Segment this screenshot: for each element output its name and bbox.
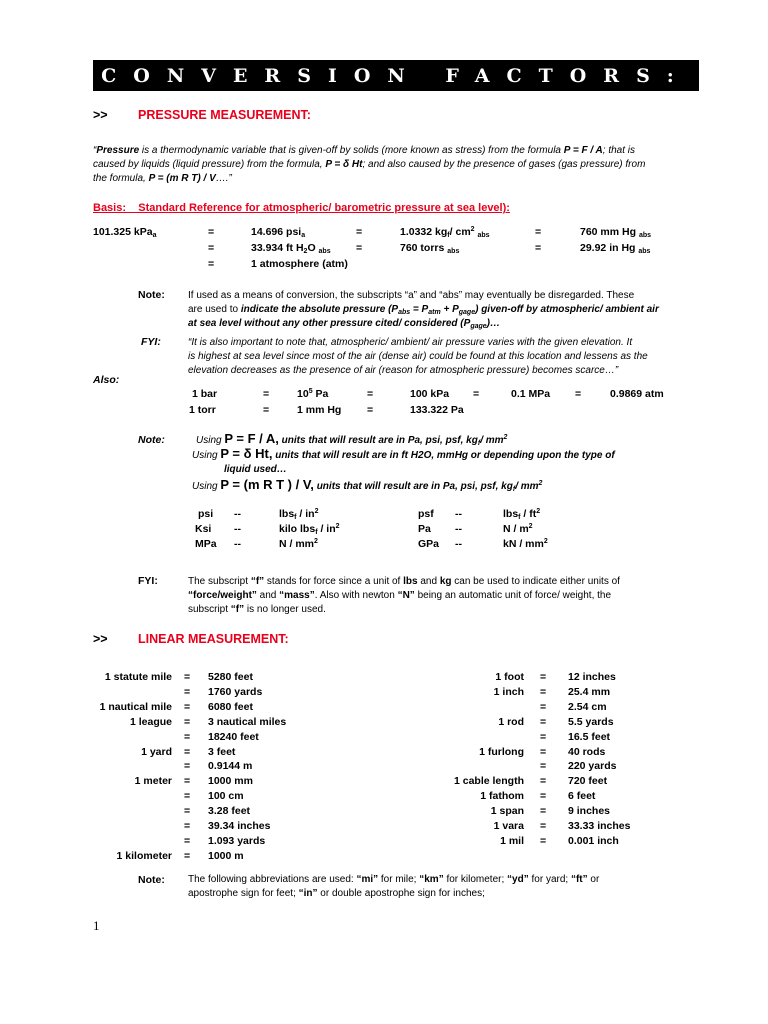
right-quantity: 1 fathom <box>480 790 524 803</box>
fyi1-line-1: “It is also important to note that, atmospheric/ ambient/ air pressure varies with the given elevation. It <box>188 337 633 348</box>
note-label: Note: <box>138 874 165 886</box>
unit-mpa: MPa <box>195 538 217 550</box>
left-equivalent: 39.34 inches <box>208 820 271 832</box>
right-equivalent: 16.5 feet <box>568 730 611 743</box>
unit-n-mm2: N / $mm^2$ <box>279 538 318 550</box>
equals-sign: = <box>473 388 480 400</box>
equals-sign: = <box>540 790 547 803</box>
unit-dash: -- <box>455 508 462 520</box>
unit-dash: -- <box>455 538 462 550</box>
basis-heading: Basis: Standard Reference for atmospheric/ barometric pressure at sea level): <box>93 202 510 214</box>
unit-lbf-ft2: $lbs_f / ft^2$ <box>503 508 541 521</box>
pressure-intro-line-1: “Pressure is a thermodynamic variable that is given-off by solids (more known as stress) from the formula P = F / A; that is <box>93 145 636 156</box>
fyi-label: FYI: <box>141 336 161 348</box>
atm-value: 1 atmosphere (atm) <box>251 258 348 270</box>
atm-0-9869-value: 0.9869 atm <box>610 388 664 400</box>
equals-sign: = <box>540 685 547 698</box>
section-marker: >> <box>93 108 108 122</box>
left-equivalent: 100 cm <box>208 790 244 803</box>
page-number: 1 <box>93 918 100 933</box>
equals-sign: = <box>535 242 542 254</box>
section-marker: >> <box>93 632 108 646</box>
left-equivalent: 3 feet <box>208 745 236 758</box>
equals-sign: = <box>540 760 547 773</box>
left-quantity: 1 meter <box>134 775 172 788</box>
equals-sign: = <box>367 404 374 416</box>
left-equivalent: 3.28 feet <box>208 805 251 818</box>
note2-formula-2: Using P = δ Ht, units that will result are in ft H2O, mmHg or depending upon the type of <box>192 446 615 461</box>
left-equivalent: 6080 feet <box>208 700 253 713</box>
linear-note-line-1: The following abbreviations are used: “mi” for mile; “km” for kilometer; “yd” for yard; “ft” or <box>188 874 600 885</box>
equals-sign: = <box>367 388 374 400</box>
equals-sign: = <box>184 820 191 832</box>
note2-formula-3: Using P = (m R T ) / V, units that will result are in Pa, psi, psf, $kg_f/$ $mm^2$ <box>192 477 543 493</box>
fyi2-line-3: subscript “f” is no longer used. <box>188 604 326 615</box>
left-equivalent: 1760 yards <box>208 685 263 698</box>
note-label: Note: <box>138 289 165 301</box>
kpa-100-value: 100 kPa <box>410 388 450 400</box>
left-quantity: 1 kilometer <box>116 849 172 862</box>
equals-sign: = <box>184 760 191 773</box>
right-quantity: 1 foot <box>495 671 524 683</box>
note2-formula-2-cont: liquid used… <box>224 464 287 475</box>
kgf-value: 1.0332 $kg_f/$ $cm^2$ $_{abs}$ <box>400 226 490 239</box>
pa-133-value: 133.322 Pa <box>410 404 464 416</box>
note1-line-2: are used to indicate the absolute pressure $(P_{abs} = P_{atm} + P_{gage})$ given-off by atmospheric/ ambient air <box>188 304 659 316</box>
unit-psi: psi <box>198 508 214 520</box>
equals-sign: = <box>356 226 363 238</box>
left-quantity: 1 nautical mile <box>99 700 172 713</box>
right-equivalent: 40 rods <box>568 745 606 758</box>
inhg-value: 29.92 in Hg $_{abs}$ <box>580 242 651 255</box>
mmhg-1-value: 1 mm Hg <box>297 404 342 416</box>
unit-dash: -- <box>234 538 241 550</box>
equals-sign: = <box>184 849 191 862</box>
left-quantity: 1 league <box>129 715 172 728</box>
equals-sign: = <box>540 730 547 743</box>
equals-sign: = <box>575 388 582 400</box>
mpa-value: 0.1 MPa <box>511 388 551 400</box>
pressure-intro-line-3: the formula, P = (m R T) / V….” <box>93 173 232 184</box>
left-equivalent: 1000 m <box>208 849 244 862</box>
left-quantity: 1 statute mile <box>104 671 172 683</box>
bar-unit: 1 bar <box>192 388 218 400</box>
equals-sign: = <box>184 730 191 743</box>
linear-note-line-2: apostrophe sign for feet; “in” or double apostrophe sign for inches; <box>188 888 485 899</box>
unit-lbf-in2: $lbs_f / in^2$ <box>279 508 319 521</box>
unit-gpa: GPa <box>418 538 440 550</box>
right-equivalent: 12 inches <box>568 671 616 683</box>
equals-sign: = <box>540 775 547 788</box>
equals-sign: = <box>540 745 547 758</box>
right-quantity: 1 furlong <box>479 745 524 758</box>
equals-sign: = <box>263 388 270 400</box>
equals-sign: = <box>184 715 191 728</box>
unit-n-m2: N / $m^2$ <box>503 523 533 535</box>
equals-sign: = <box>540 820 547 832</box>
equals-sign: = <box>184 685 191 698</box>
note1-line-3: at sea level without any other pressure cited/ considered $(P_{gage})\dots$ <box>188 318 500 330</box>
torrs-value: 760 torrs $_{abs}$ <box>400 242 460 255</box>
right-equivalent: 2.54 cm <box>568 700 607 713</box>
right-equivalent: 5.5 yards <box>568 715 614 728</box>
right-equivalent: 25.4 mm <box>568 685 611 698</box>
equals-sign: = <box>184 775 191 788</box>
fyi1-line-2: is highest at sea level since most of the air (dense air) could be found at this location and lessens as the <box>188 351 648 362</box>
unit-kilo-lbf-in2: kilo $lbs_f / in^2$ <box>279 523 340 536</box>
left-equivalent: 18240 feet <box>208 730 259 743</box>
right-equivalent: 220 yards <box>568 760 617 773</box>
unit-dash: -- <box>455 523 462 535</box>
right-quantity: 1 span <box>490 805 524 818</box>
torr-unit: 1 torr <box>189 404 216 416</box>
equals-sign: = <box>356 242 363 254</box>
unit-pa: Pa <box>418 523 431 535</box>
fyi2-line-2: “force/weight” and “mass”. Also with newton “N” being an automatic unit of force/ weight, the <box>188 590 612 601</box>
equals-sign: = <box>540 671 547 683</box>
right-quantity: 1 inch <box>493 685 524 698</box>
right-quantity: 1 cable length <box>453 775 524 788</box>
pressure-heading-text: PRESSURE MEASUREMENT: <box>138 108 311 122</box>
psi-value: 14.696 psi$_a$ <box>251 226 306 239</box>
equals-sign: = <box>208 258 215 270</box>
pressure-section-heading <box>93 108 311 122</box>
unit-dash: -- <box>234 508 241 520</box>
left-equivalent: 1000 mm <box>208 775 253 788</box>
right-equivalent: 33.33 inches <box>568 820 631 832</box>
unit-kn-mm2: kN / $mm^2$ <box>503 538 548 550</box>
equals-sign: = <box>540 805 547 818</box>
document-title: CONVERSION FACTORS: <box>93 60 699 91</box>
right-quantity: 1 vara <box>493 820 524 832</box>
equals-sign: = <box>184 790 191 803</box>
equals-sign: = <box>535 226 542 238</box>
right-equivalent: 0.001 inch <box>568 834 619 847</box>
left-equivalent: 0.9144 m <box>208 760 253 773</box>
right-equivalent: 9 inches <box>568 805 611 818</box>
unit-dash: -- <box>234 523 241 535</box>
left-equivalent: 3 nautical miles <box>208 715 287 728</box>
pressure-intro-line-2: caused by liquids (liquid pressure) from the formula, P = δ Ht; and also caused by the presence of gases (gas pressure) from <box>93 159 646 170</box>
equals-sign: = <box>184 700 191 713</box>
equals-sign: = <box>540 715 547 728</box>
equals-sign: = <box>184 834 191 847</box>
kpa-value: 101.325 kPa$_a$ <box>93 226 157 239</box>
right-equivalent: 720 feet <box>568 775 608 788</box>
mmhg-value: 760 mm Hg $_{abs}$ <box>580 226 652 239</box>
fyi2-line-1: The subscript “f” stands for force since a unit of lbs and kg can be used to indicate either units of <box>188 576 620 587</box>
equals-sign: = <box>208 226 215 238</box>
left-equivalent: 1.093 yards <box>208 834 266 847</box>
linear-section-heading <box>93 632 289 646</box>
ft-h2o-value: 33.934 ft $H_2O$ $_{abs}$ <box>251 242 331 255</box>
unit-ksi: Ksi <box>195 523 212 535</box>
linear-heading-text: LINEAR MEASUREMENT: <box>138 632 289 646</box>
note2-formula-1: Using P = F / A, units that will result are in Pa, psi, psf, $kg_f/$ $mm^2$ <box>196 431 508 447</box>
note-label: Note: <box>138 434 165 446</box>
note1-line-1: If used as a means of conversion, the subscripts “a” and “abs” may eventually be disregarded. These <box>188 290 635 301</box>
left-quantity: 1 yard <box>141 745 172 758</box>
equals-sign: = <box>263 404 270 416</box>
right-quantity: 1 mil <box>500 834 524 847</box>
pa-value: $10^5$ Pa <box>297 388 329 400</box>
equals-sign: = <box>540 700 547 713</box>
unit-psf: psf <box>418 508 434 520</box>
also-label: Also: <box>93 374 120 386</box>
right-equivalent: 6 feet <box>568 790 596 803</box>
right-quantity: 1 rod <box>498 715 524 728</box>
equals-sign: = <box>184 671 191 683</box>
left-equivalent: 5280 feet <box>208 671 253 683</box>
equals-sign: = <box>540 834 547 847</box>
equals-sign: = <box>184 805 191 818</box>
fyi1-line-3: elevation decreases as the presence of air (reason for atmospheric pressure) becomes scarce…” <box>188 365 619 376</box>
equals-sign: = <box>208 242 215 254</box>
fyi-label: FYI: <box>138 575 158 587</box>
equals-sign: = <box>184 745 191 758</box>
